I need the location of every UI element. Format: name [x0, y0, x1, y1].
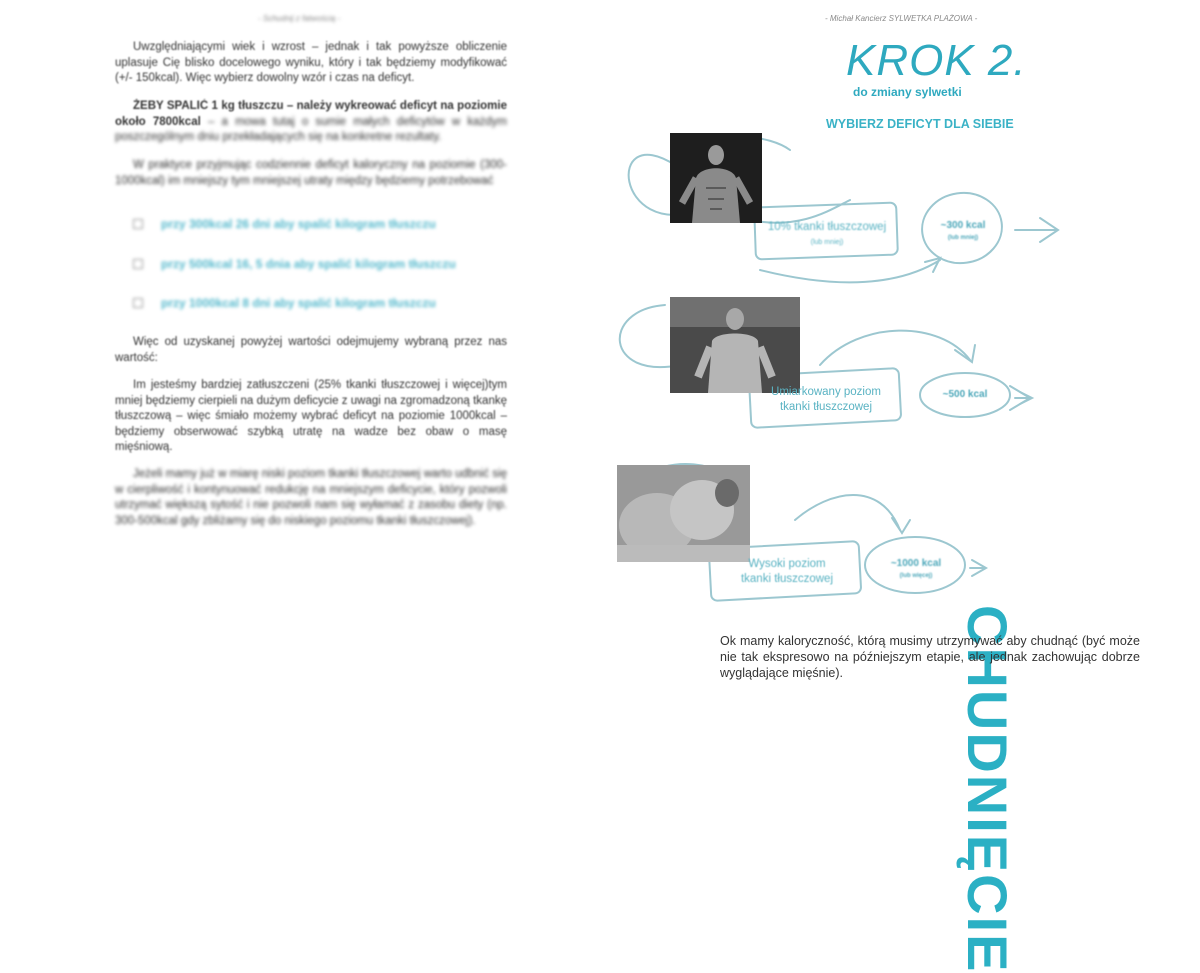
paragraph-1 [115, 40, 507, 87]
row-2-kcal-value: ~500 kcal [942, 389, 988, 400]
row-1-label-line1: 10% tkanki tłuszczowej [767, 221, 887, 233]
paragraph-2-text [115, 99, 507, 146]
row-2-label-line2: tkanki tłuszczowej [779, 401, 873, 413]
paragraph-3 [115, 158, 507, 189]
checkbox-icon [133, 219, 143, 229]
row-2-kcal [929, 389, 1001, 400]
row-3-kcal [875, 558, 957, 582]
row-3-label-line2: tkanki tłuszczowej [740, 573, 834, 585]
paragraph-6 [115, 467, 507, 529]
row-1-kcal-note: (lub mniej) [947, 235, 979, 241]
bottom-paragraph: Ok mamy kaloryczność, którą musimy utrzymywać aby chudnąć (być może nie tak ekspresowo na późniejszym etapie, ale jednak zachowując dobrze wyglądające mięśnie). [720, 634, 1140, 680]
section-title: WYBIERZ DEFICYT DLA SIEBIE [826, 117, 1014, 131]
vertical-title: CHUDNIĘCIE [956, 605, 1019, 973]
right-page [600, 0, 1200, 973]
left-page [0, 0, 590, 675]
row-1-kcal [927, 220, 999, 244]
bullet-text: przy 1000kcal 8 dni aby spalić kilogram tłuszczu [161, 296, 436, 310]
row-1-kcal-value: ~300 kcal [940, 220, 986, 231]
sketch-arrow-curve-2 [820, 331, 970, 365]
row-3-label-line1: Wysoki poziom [748, 558, 826, 570]
left-page-header: - Schudnij z fatwością - [258, 14, 341, 23]
row-3-label [713, 557, 861, 587]
photo-moderate-man [670, 297, 800, 393]
checkbox-icon [133, 259, 143, 269]
step-title: KROK 2. [846, 36, 1027, 85]
bullet-text: przy 300kcal 26 dni aby spalić kilogram tłuszczu [161, 217, 436, 231]
paragraph-2 [115, 99, 507, 146]
row-1-label [757, 220, 897, 250]
photo-high-fat-man [617, 465, 750, 562]
sketch-arrow-curve-1 [760, 260, 940, 282]
paragraph-4 [115, 335, 507, 366]
step-subtitle: do zmiany sylwetki [853, 85, 962, 99]
row-3-kcal-note: (lub więcej) [899, 573, 933, 579]
paragraph-5-text: Im jesteśmy bardziej zatłuszczeni (25% tkanki tłuszczowej i więcej)tym mniej będziemy cierpieli na dużym deficycie z uwagi na zgromadzoną tkankę tłuszczową – więc śmiało możemy wybrać deficyt na poziomie 1000kcal – będziemy obserwować szybką utratę na wadze bez obaw o masę mięśniową. [115, 379, 507, 453]
bullet-500kcal [133, 257, 456, 271]
paragraph-2-bold: ŻEBY SPALIĆ 1 kg tłuszczu – należy wykreować deficyt na poziomie około 7800kcal [115, 100, 507, 128]
paragraph-1-text: Uwzględniającymi wiek i wzrost – jednak i tak powyższe obliczenie uplasuje Cię blisko docelowego wyniku, który i tak będziemy modyfikować (+/- 150kcal). Więc wybierz dowolny wzór i czas na deficyt. [115, 41, 507, 84]
arrow-1 [1015, 218, 1058, 242]
row-2-label-line1: Umiarkowany poziom [771, 386, 881, 398]
arrowhead-3 [892, 518, 910, 533]
arrow-2-b [1010, 386, 1030, 410]
paragraph-6-text: Jeżeli mamy już w miarę niski poziom tkanki tłuszczowej warto udbnić się w cierpliwość i kontynuować redukcję na mniejszym deficycie, który pozwoli utrzymać większą sytość i nie pozwoli nam się wyłamać z zasobu diety (np. 300-500kcal gdy zbliżamy się do niskiego poziomu tkanki tłuszczowej). [115, 468, 507, 527]
bullet-text: przy 500kcal 16, 5 dnia aby spalić kilogram tłuszczu [161, 257, 456, 271]
paragraph-4-text: Więc od uzyskanej powyżej wartości odejmujemy wybraną przez nas wartość: [115, 336, 507, 364]
arrow-3 [970, 560, 986, 576]
right-page-header: - Michał Kancierz SYLWETKA PLAŻOWA - [825, 14, 978, 23]
row-1-label-line2: (lub mniej) [810, 239, 844, 246]
paragraph-5 [115, 378, 507, 456]
checkbox-icon [133, 298, 143, 308]
paragraph-2-rest: – a mowa tutaj o sumie małych deficytów w każdym poszczególnym dniu przekładających się na konkretne rezultaty. [115, 115, 507, 143]
photo-lean-man [670, 133, 762, 223]
sketch-arrow-curve-3 [795, 495, 900, 530]
paragraph-3-text: W praktyce przyjmując codziennie deficyt kaloryczny na poziomie (300-1000kcal) im mniejszy tym mniejszej utraty między będziemy potrzebować [115, 159, 507, 187]
row-3-kcal-value: ~1000 kcal [890, 558, 942, 569]
bullet-300kcal [133, 217, 436, 231]
row-2-label [752, 385, 900, 415]
bullet-1000kcal [133, 296, 436, 310]
